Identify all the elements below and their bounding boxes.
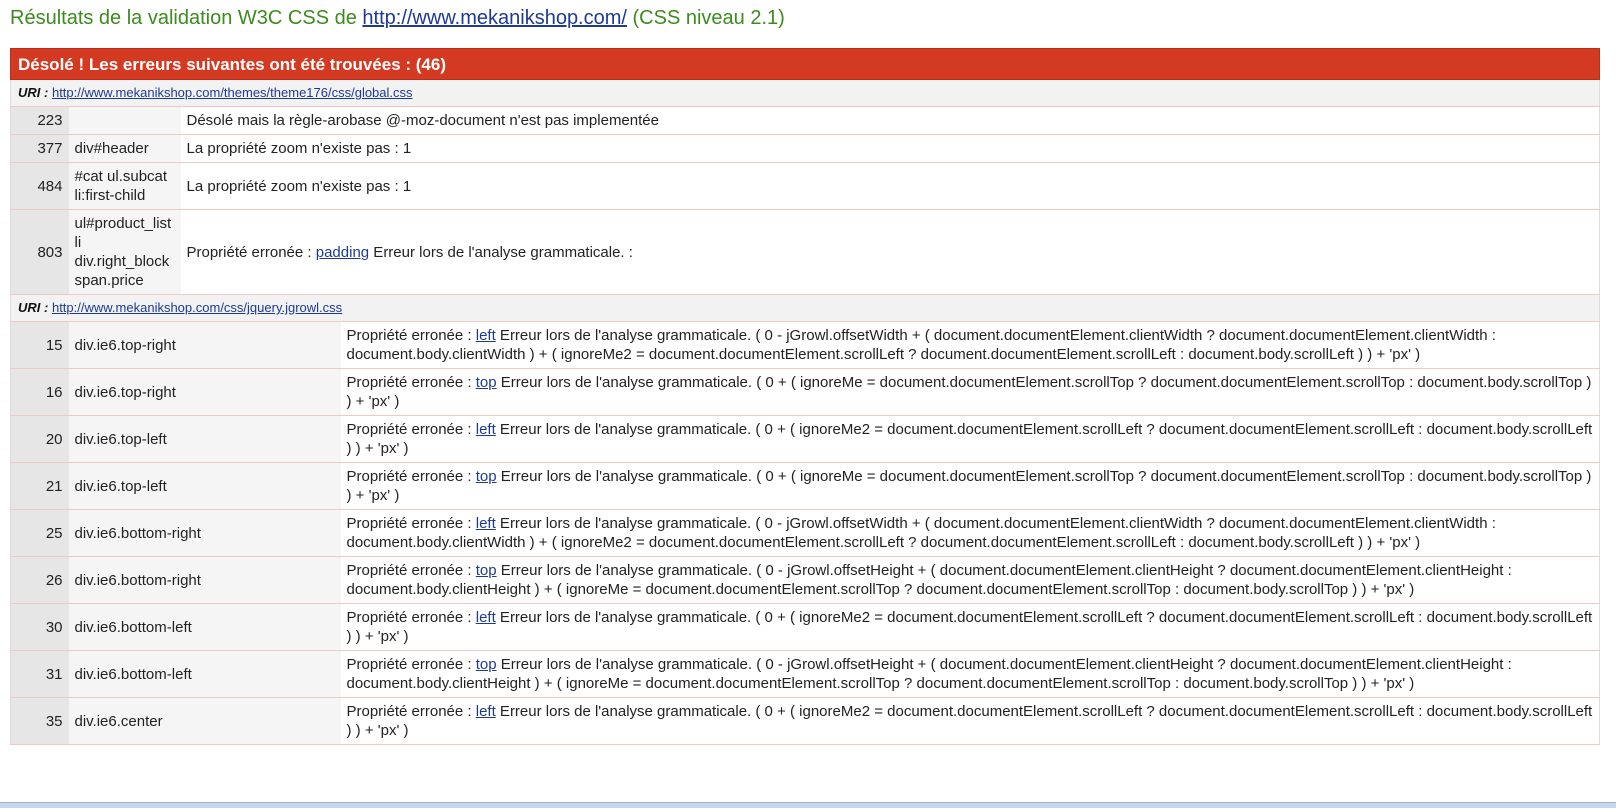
property-link[interactable]: left [475, 327, 496, 344]
property-link[interactable]: top [475, 656, 497, 673]
line-number: 377 [11, 135, 69, 163]
property-link[interactable]: top [475, 468, 497, 485]
error-row [11, 369, 1600, 416]
error-message [181, 163, 1600, 210]
results-container [10, 48, 1600, 745]
error-row [11, 322, 1600, 369]
css-file-link[interactable]: http://www.mekanikshop.com/themes/theme176/css/global.css [51, 85, 413, 100]
message-text: Propriété erronée : [346, 562, 476, 579]
line-number: 26 [11, 557, 69, 604]
error-context: div.ie6.bottom-right [69, 557, 341, 604]
property-link[interactable]: left [475, 703, 496, 720]
error-message [341, 463, 1600, 510]
message-text: Propriété erronée : [346, 703, 476, 720]
message-detail: Erreur lors de l'analyse grammaticale. ( 0 - jGrowl.offsetWidth + ( document.documentElement.clientWidth ? document.documentElement.clientWidth : document.body.clientWidth ) + ( ignoreMe2 = document.documentElement.scrollLeft ? document.documentElement.scrollLeft : document.body.scrollLeft ) ) + 'px' ) [346, 515, 1496, 551]
error-row [11, 163, 1600, 210]
errors-header: Désolé ! Les erreurs suivantes ont été trouvées : (46) [10, 48, 1600, 80]
property-link[interactable]: padding [315, 243, 370, 261]
page-title [0, 0, 1616, 36]
message-detail: Erreur lors de l'analyse grammaticale. ( 0 + ( ignoreMe = document.documentElement.scrollTop ? document.documentElement.scrollTop : document.body.scrollTop ) ) + 'px' ) [346, 468, 1592, 504]
error-context: div.ie6.center [69, 698, 341, 745]
property-link[interactable]: left [475, 421, 496, 438]
message-text: Propriété erronée : [186, 243, 316, 261]
error-message [181, 210, 1600, 295]
message-text: La propriété zoom n'existe pas : 1 [186, 177, 412, 195]
uri-label: URI : [18, 85, 49, 100]
message-text: Propriété erronée : [346, 656, 476, 673]
line-number: 30 [11, 604, 69, 651]
error-row [11, 651, 1600, 698]
message-text: La propriété zoom n'existe pas : 1 [186, 140, 412, 157]
message-text: Désolé mais la règle-arobase @-moz-document n'est pas implementée [186, 112, 659, 129]
error-row [11, 107, 1600, 135]
message-detail: Erreur lors de l'analyse grammaticale. ( 0 - jGrowl.offsetHeight + ( document.documentElement.clientHeight ? document.documentElement.clientHeight : document.body.clientHeight ) + ( ignoreMe = document.documentElement.scrollTop ? document.documentElement.scrollTop : document.body.scrollTop ) ) + 'px' ) [346, 562, 1512, 598]
error-message [341, 698, 1600, 745]
error-row [11, 210, 1600, 295]
error-row [11, 135, 1600, 163]
error-row [11, 510, 1600, 557]
uri-label: URI : [18, 300, 49, 315]
line-number: 803 [11, 210, 69, 295]
error-context [69, 107, 181, 135]
line-number: 20 [11, 416, 69, 463]
line-number: 484 [11, 163, 69, 210]
message-text: Propriété erronée : [346, 374, 476, 391]
line-number: 16 [11, 369, 69, 416]
line-number: 35 [11, 698, 69, 745]
message-text: Propriété erronée : [346, 468, 476, 485]
message-detail: Erreur lors de l'analyse grammaticale. ( 0 + ( ignoreMe2 = document.documentElement.scrollLeft ? document.documentElement.scrollLeft : document.body.scrollLeft ) ) + 'px' ) [346, 703, 1593, 739]
errors-table-global-css [10, 106, 1600, 295]
line-number: 31 [11, 651, 69, 698]
css-file-link[interactable]: http://www.mekanikshop.com/css/jquery.jgrowl.css [51, 300, 343, 315]
message-detail: Erreur lors de l'analyse grammaticale. : [369, 243, 633, 261]
error-context: div#header [69, 135, 181, 163]
property-link[interactable]: top [475, 562, 497, 579]
error-context: div.ie6.bottom-right [69, 510, 341, 557]
error-row [11, 698, 1600, 745]
error-context: #cat ul.subcat li:first-child [69, 163, 181, 210]
error-message [341, 322, 1600, 369]
message-detail: Erreur lors de l'analyse grammaticale. ( 0 + ( ignoreMe = document.documentElement.scrollTop ? document.documentElement.scrollTop : document.body.scrollTop ) ) + 'px' ) [346, 374, 1592, 410]
error-context: div.ie6.top-right [69, 322, 341, 369]
line-number: 21 [11, 463, 69, 510]
error-message [181, 135, 1600, 163]
error-row [11, 557, 1600, 604]
property-link[interactable]: left [475, 609, 496, 626]
line-number: 223 [11, 107, 69, 135]
validated-url-link[interactable]: http://www.mekanikshop.com/ [362, 7, 627, 29]
error-context: div.ie6.bottom-left [69, 604, 341, 651]
property-link[interactable]: left [475, 515, 496, 532]
error-message [341, 510, 1600, 557]
message-detail: Erreur lors de l'analyse grammaticale. ( 0 + ( ignoreMe2 = document.documentElement.scrollLeft ? document.documentElement.scrollLeft : document.body.scrollLeft ) ) + 'px' ) [346, 609, 1593, 645]
error-context: div.ie6.top-left [69, 463, 341, 510]
title-suffix: (CSS niveau 2.1) [626, 7, 785, 29]
error-row [11, 604, 1600, 651]
error-message [181, 107, 1600, 135]
error-row [11, 463, 1600, 510]
property-link[interactable]: top [475, 374, 497, 391]
error-context: div.ie6.top-left [69, 416, 341, 463]
uri-row [10, 80, 1600, 106]
error-context: ul#product_list li div.right_block span.price [69, 210, 181, 295]
line-number: 25 [11, 510, 69, 557]
error-message [341, 416, 1600, 463]
error-context: div.ie6.bottom-left [69, 651, 341, 698]
message-text: Propriété erronée : [346, 609, 476, 626]
message-detail: Erreur lors de l'analyse grammaticale. ( 0 - jGrowl.offsetWidth + ( document.documentElement.clientWidth ? document.documentElement.clientWidth : document.body.clientWidth ) + ( ignoreMe2 = document.documentElement.scrollLeft ? document.documentElement.scrollLeft : document.body.scrollLeft ) ) + 'px' ) [346, 327, 1496, 363]
error-context: div.ie6.top-right [69, 369, 341, 416]
errors-table-jgrowl-css [10, 321, 1600, 745]
uri-row [10, 295, 1600, 321]
title-prefix: Résultats de la validation W3C CSS de [10, 7, 363, 29]
error-message [341, 557, 1600, 604]
message-text: Propriété erronée : [346, 515, 476, 532]
error-message [341, 604, 1600, 651]
message-text: Propriété erronée : [346, 327, 476, 344]
line-number: 15 [11, 322, 69, 369]
taskbar [0, 802, 1616, 808]
message-detail: Erreur lors de l'analyse grammaticale. ( 0 - jGrowl.offsetHeight + ( document.documentElement.clientHeight ? document.documentElement.clientHeight : document.body.clientHeight ) + ( ignoreMe = document.documentElement.scrollTop ? document.documentElement.scrollTop : document.body.scrollTop ) ) + 'px' ) [346, 656, 1512, 692]
message-text: Propriété erronée : [346, 421, 476, 438]
message-detail: Erreur lors de l'analyse grammaticale. ( 0 + ( ignoreMe2 = document.documentElement.scrollLeft ? document.documentElement.scrollLeft : document.body.scrollLeft ) ) + 'px' ) [346, 421, 1593, 457]
error-row [11, 416, 1600, 463]
error-message [341, 651, 1600, 698]
error-message [341, 369, 1600, 416]
